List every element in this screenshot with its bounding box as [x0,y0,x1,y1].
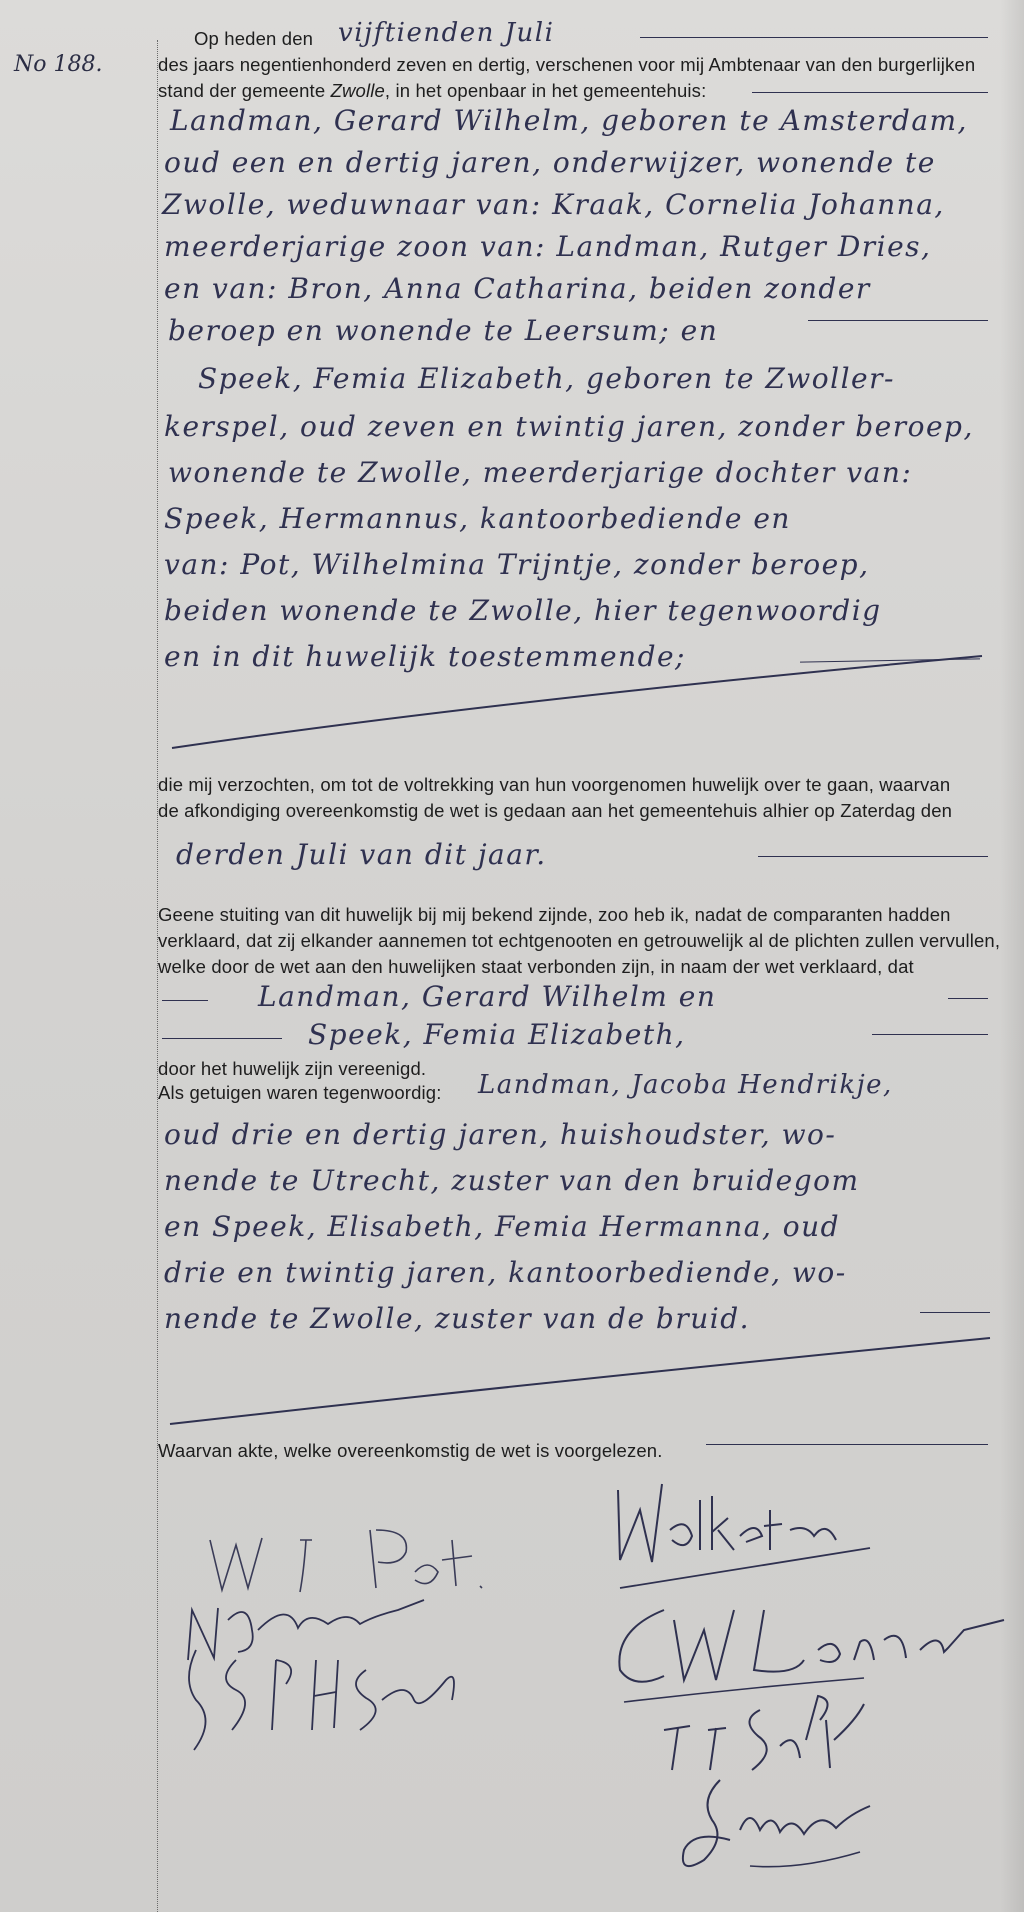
intro-text-3: stand der gemeente Zwolle, in het openbaar in het gemeentehuis: [158,80,707,101]
bride-line-4: Speek, Hermannus, kantoorbediende en [164,502,791,535]
request-text-2: de afkondiging overeenkomstig de wet is gedaan aan het gemeentehuis alhier op Zaterdag den [158,800,953,821]
witness-line-3: nende te Utrecht, zuster van den bruidegom [164,1164,860,1197]
couple-line-1: Landman, Gerard Wilhelm en [258,980,717,1013]
fill-line [920,1312,990,1313]
witness-line-2: oud drie en dertig jaren, huishoudster, wo- [164,1118,837,1151]
signature-speek-bottom [660,1770,890,1900]
signature-speek-left [176,1640,476,1760]
witness-line-1: Landman, Jacoba Hendrikje, [478,1070,893,1100]
fill-line [800,658,980,662]
intro-text: Op heden den [194,28,314,49]
groom-line-1: Landman, Gerard Wilhelm, geboren te Amsterdam, [170,104,968,137]
proclamation-date: derden Juli van dit jaar. [176,838,547,871]
declaration-text-2: verklaard, dat zij elkander aannemen tot echtgenooten en getrouwelijk al de plichten zullen vervullen, [158,930,1001,951]
signature-speek-right [650,1680,890,1780]
couple-line-2: Speek, Femia Elizabeth, [308,1018,686,1051]
groom-line-3: Zwolle, weduwnaar van: Kraak, Cornelia Johanna, [162,188,945,221]
groom-line-4: meerderjarige zoon van: Landman, Rutger Dries, [164,230,932,263]
groom-line-6: beroep en wonende te Leersum; en [168,314,719,347]
bride-line-3: wonende te Zwolle, meerderjarige dochter van: [168,456,913,489]
groom-line-2: oud een en dertig jaren, onderwijzer, wonende te [164,146,936,179]
bride-line-1: Speek, Femia Elizabeth, geboren te Zwoller- [198,362,895,395]
intro-text-2: des jaars negentienhonderd zeven en dertig, verschenen voor mij Ambtenaar van den burgerlijken [158,54,976,75]
signature-walkeren [600,1470,890,1600]
fill-line [162,1000,208,1001]
declaration-text-4: door het huwelijk zijn vereenigd. [158,1058,427,1079]
fill-line [808,320,988,321]
request-text-1: die mij verzochten, om tot de voltrekking van hun voorgenomen huwelijk over te gaan, waarvan [158,774,951,795]
fill-line [752,92,988,93]
fill-line [640,37,988,38]
fill-line [948,998,988,999]
bride-line-6: beiden wonende te Zwolle, hier tegenwoordig [164,594,882,627]
witness-line-5: drie en twintig jaren, kantoorbediende, wo- [164,1256,847,1289]
declaration-text-3: welke door de wet aan den huwelijken staat verbonden zijn, in naam der wet verklaard, dat [158,956,914,977]
fill-line [162,1038,282,1039]
fill-line [872,1034,988,1035]
declaration-text-1: Geene stuiting van dit huwelijk bij mij bekend zijnde, zoo heb ik, nadat de comparanten hadden [158,904,951,925]
witness-line-6: nende te Zwolle, zuster van de bruid. [164,1302,751,1335]
witness-line-4: en Speek, Elisabeth, Femia Hermanna, oud [164,1210,841,1243]
witnesses-label: Als getuigen waren tegenwoordig: [158,1082,442,1103]
fill-line [758,856,988,857]
bride-line-2: kerspel, oud zeven en twintig jaren, zonder beroep, [164,410,974,443]
bride-line-5: van: Pot, Wilhelmina Trijntje, zonder beroep, [164,548,870,581]
entry-number: No 188. [14,52,103,77]
fill-line [706,1444,988,1445]
town-name: Zwolle [330,80,385,101]
bride-line-7: en in dit huwelijk toestemmende; [164,640,686,673]
groom-line-5: en van: Bron, Anna Catharina, beiden zonder [164,272,871,305]
witness-closing-stroke [170,1338,990,1424]
closing-text: Waarvan akte, welke overeenkomstig de wet is voorgelezen. [158,1440,663,1461]
marriage-date: vijftienden Juli [338,18,555,48]
